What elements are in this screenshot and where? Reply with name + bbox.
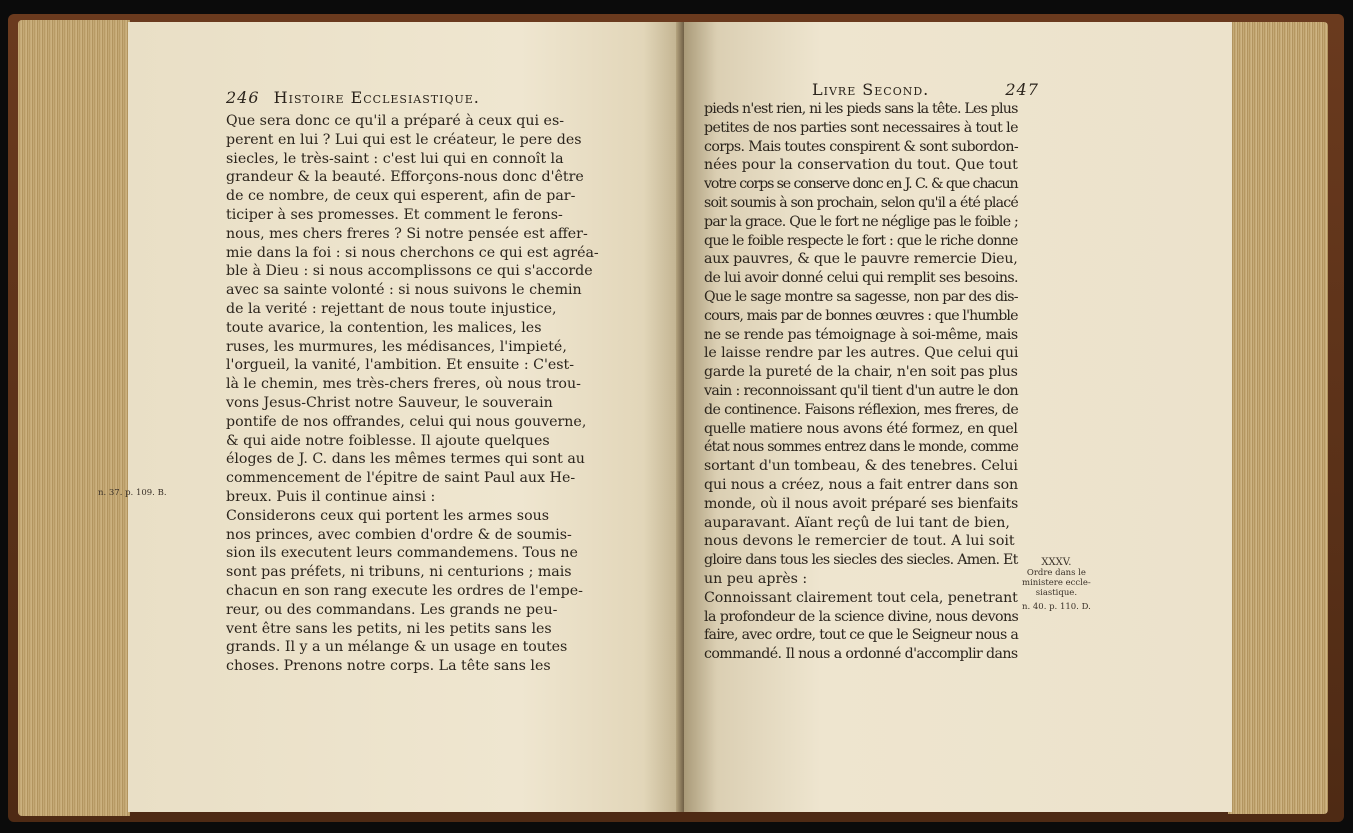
text-line: reur, ou des commandans. Les grands ne peu-	[226, 601, 558, 618]
margin-note-title: XXXV.	[1041, 557, 1072, 568]
text-line: de ce nombre, de ceux qui esperent, afin de par-	[226, 188, 576, 205]
text-line: soit soumis à son prochain, selon qu'il a été placé	[704, 194, 1018, 211]
right-running-head	[812, 80, 1039, 99]
margin-note-line-2: ministere eccle-	[1022, 578, 1091, 588]
text-line: petites de nos parties sont necessaires à tout le	[704, 119, 1018, 136]
text-line: ne se rende pas témoignage à soi-même, mais	[704, 326, 1018, 343]
margin-note-line-3: siastique.	[1035, 588, 1078, 598]
left-page-edges	[18, 20, 130, 816]
text-line: l'orgueil, la vanité, l'ambition. Et ensuite : C'est-	[226, 357, 575, 374]
text-line: commencement de l'épitre de saint Paul aux He-	[226, 470, 576, 487]
text-line: par la grace. Que le fort ne néglige pas le foible ;	[704, 213, 1019, 230]
text-line: corps. Mais toutes conspirent & sont subordon-	[704, 138, 1018, 155]
text-line: un peu après :	[704, 570, 808, 587]
text-line: sortant d'un tombeau, & des tenebres. Celui	[704, 458, 1018, 475]
left-page-number: 246	[226, 88, 260, 107]
text-line: nos princes, avec combien d'ordre & de soumis-	[226, 526, 572, 543]
right-head-title: Livre Second.	[812, 80, 930, 99]
text-line: nous, mes chers freres ? Si notre pensée est affer-	[226, 225, 588, 242]
text-line: grandeur & la beauté. Efforçons-nous donc d'être	[226, 169, 584, 186]
text-line: votre corps se conserve donc en J. C. & que chacun	[704, 176, 1018, 193]
margin-note-line-1: Ordre dans le	[1026, 568, 1086, 578]
text-line: commandé. Il nous a ordonné d'accomplir dans	[704, 646, 1018, 663]
text-line: choses. Prenons notre corps. La tête sans les	[226, 658, 551, 675]
text-line: pieds n'est rien, ni les pieds sans la tête. Les plus	[704, 101, 1018, 117]
text-line: breux. Puis il continue ainsi :	[226, 488, 436, 505]
text-line: pontife de nos offrandes, celui qui nous gouverne,	[226, 413, 587, 430]
text-line: vons Jesus-Christ notre Sauveur, le souverain	[226, 394, 553, 411]
text-line: Connoissant clairement tout cela, penetrant	[704, 589, 1018, 606]
right-page-number: 247	[1005, 80, 1039, 99]
right-margin-note	[1022, 558, 1091, 612]
text-line: nous devons le remercier de tout. A lui soit	[704, 533, 1015, 550]
text-line: vent être sans les petits, ni les petits sans les	[226, 620, 552, 637]
text-line: le laisse rendre par les autres. Que celui qui	[704, 345, 1019, 362]
text-line: qui nous a créez, nous a fait entrer dans son	[704, 476, 1019, 493]
text-line: Que sera donc ce qu'il a préparé à ceux qui es-	[226, 113, 565, 129]
text-line: de la verité : rejettant de nous toute injustice,	[226, 300, 557, 317]
text-line: perent en lui ? Lui qui est le créateur, le pere des	[226, 131, 582, 148]
text-line: ticiper à ses promesses. Et comment le ferons-	[226, 206, 563, 223]
left-head-title: Histoire Ecclesiastique.	[273, 88, 480, 107]
text-line: éloges de J. C. dans les mêmes termes qui sont au	[226, 451, 585, 468]
text-line: auparavant. Aïant reçû de lui tant de bien,	[704, 514, 1010, 531]
text-line: siecles, le très-saint : c'est lui qui en connoît la	[226, 150, 564, 167]
right-page	[684, 22, 1232, 812]
text-line: gloire dans tous les siecles des siecles. Amen. Et	[704, 552, 1018, 569]
text-line: là le chemin, mes très-chers freres, où nous trou-	[226, 376, 581, 393]
left-running-head	[226, 88, 480, 107]
right-text-block	[704, 100, 1018, 664]
text-line: ble à Dieu : si nous accomplissons ce qui s'accorde	[226, 263, 593, 280]
text-line: Considerons ceux qui portent les armes sous	[226, 507, 550, 524]
text-line: ruses, les murmures, les médisances, l'impieté,	[226, 338, 567, 355]
text-line: Que le sage montre sa sagesse, non par des dis-	[704, 288, 1018, 305]
text-line: que le foible respecte le fort : que le riche donne	[704, 232, 1018, 249]
text-line: sion ils executent leurs commandemens. Tous ne	[226, 545, 578, 562]
text-line: chacun en son rang execute les ordres de l'empe-	[226, 582, 583, 599]
text-line: nées pour la conservation du tout. Que tout	[704, 157, 1018, 174]
text-line: toute avarice, la contention, les malices, les	[226, 319, 542, 336]
left-text-block	[226, 112, 644, 676]
left-page	[128, 22, 688, 812]
text-line: de continence. Faisons réflexion, mes freres, de	[704, 401, 1019, 418]
text-line: état nous sommes entrez dans le monde, comme	[704, 439, 1019, 456]
text-line: cours, mais par de bonnes œuvres : que l'humble	[704, 307, 1018, 324]
text-line: grands. Il y a un mélange & un usage en toutes	[226, 639, 568, 656]
text-line: vain : reconnoissant qu'il tient d'un autre le don	[704, 382, 1018, 399]
text-line: & qui aide notre foiblesse. Il ajoute quelques	[226, 432, 550, 449]
text-line: monde, où il nous avoit préparé ses bienfaits	[704, 495, 1019, 512]
text-line: avec sa sainte volonté : si nous suivons le chemin	[226, 282, 582, 299]
text-line: garde la pureté de la chair, n'en soit pas plus	[704, 364, 1018, 381]
text-line: mie dans la foi : si nous cherchons ce qui est agréa-	[226, 244, 599, 261]
text-line: faire, avec ordre, tout ce que le Seigneur nous a	[704, 627, 1019, 644]
text-line: la profondeur de la science divine, nous devons	[704, 608, 1019, 625]
right-page-edges	[1228, 22, 1328, 814]
text-line: aux pauvres, & que le pauvre remercie Dieu,	[704, 251, 1018, 268]
text-line: de lui avoir donné celui qui remplit ses besoins.	[704, 270, 1018, 287]
text-line: sont pas préfets, ni tribuns, ni centurions ; mais	[226, 564, 572, 581]
left-margin-note: n. 37. p. 109. B.	[98, 488, 167, 498]
text-line: quelle matiere nous avons été formez, en quel	[704, 420, 1018, 437]
margin-note-ref: n. 40. p. 110. D.	[1022, 602, 1091, 612]
